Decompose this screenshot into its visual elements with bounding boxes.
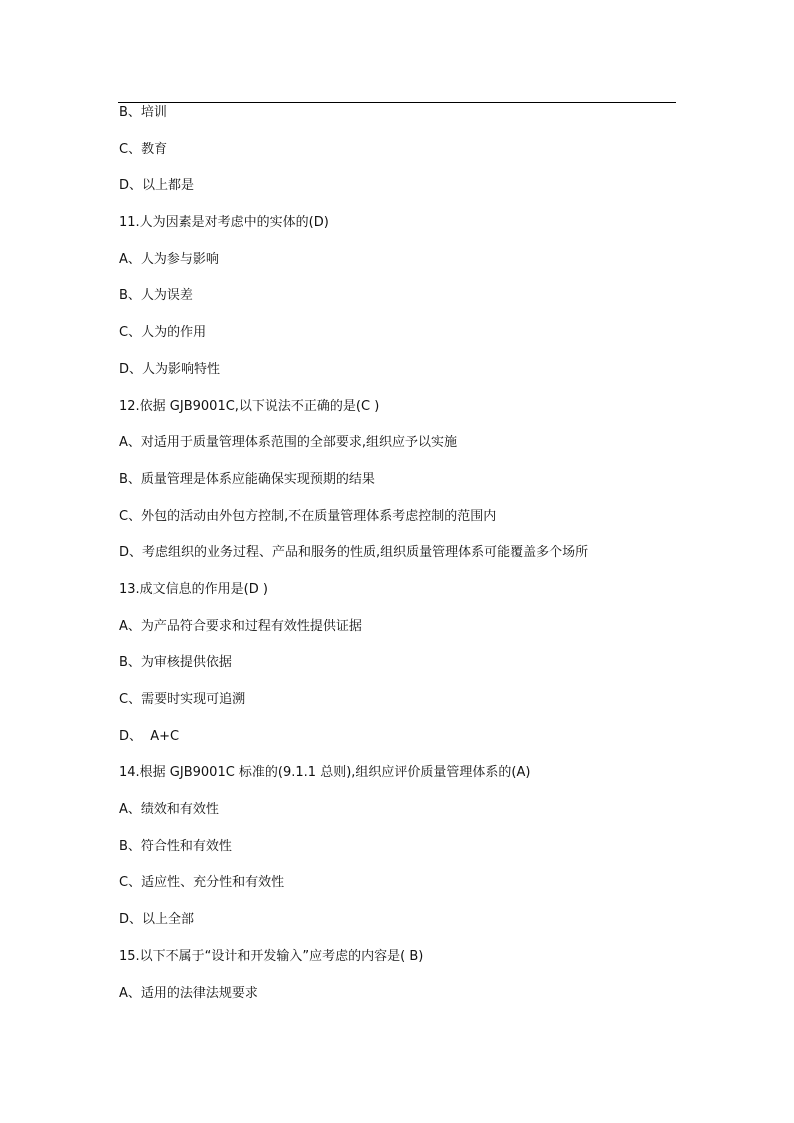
question-13-option-a: A、为产品符合要求和过程有效性提供证据 — [119, 618, 362, 634]
question-13-option-b: B、为审核提供依据 — [119, 655, 232, 671]
question-12-option-c: C、外包的活动由外包方控制,不在质量管理体系考虑控制的范围内 — [119, 508, 497, 524]
question-14-option-c: C、适应性、充分性和有效性 — [119, 875, 285, 891]
question-14-option-a: A、绩效和有效性 — [119, 802, 219, 818]
answer-option-b-training: B、培训 — [119, 105, 167, 120]
question-13-option-d: D、 A+C — [119, 728, 180, 744]
question-13: 13.成文信息的作用是(D ) — [119, 581, 268, 597]
question-12-option-d: D、考虑组织的业务过程、产品和服务的性质,组织质量管理体系可能覆盖多个场所 — [119, 545, 589, 561]
question-11-option-b: B、人为误差 — [119, 288, 193, 304]
question-14-option-d: D、以上全部 — [119, 912, 195, 928]
document-body — [119, 103, 679, 1020]
question-15-option-a: A、适用的法律法规要求 — [119, 985, 258, 1001]
question-13-option-c: C、需要时实现可追溯 — [119, 692, 246, 707]
answer-option-d-all-above: D、以上都是 — [119, 178, 195, 194]
question-11-option-c: C、人为的作用 — [119, 325, 207, 341]
question-11: 11.人为因素是对考虑中的实体的(D) — [119, 215, 329, 231]
question-14: 14.根据 GJB9001C 标准的(9.1.1 总则),组织应评价质量管理体系的(A) — [119, 765, 531, 781]
question-12: 12.依据 GJB9001C,以下说法不正确的是(C ) — [119, 398, 380, 414]
question-12-option-a: A、对适用于质量管理体系范围的全部要求,组织应予以实施 — [119, 435, 458, 451]
answer-option-c-education: C、教育 — [119, 141, 168, 157]
question-14-option-b: B、符合性和有效性 — [119, 838, 232, 854]
question-12-option-b: B、质量管理是体系应能确保实现预期的结果 — [119, 471, 375, 487]
question-15: 15.以下不属于“设计和开发输入”应考虑的内容是( B) — [119, 948, 424, 964]
question-11-option-a: A、人为参与影响 — [119, 251, 219, 267]
question-11-option-d: D、人为影响特性 — [119, 361, 221, 377]
